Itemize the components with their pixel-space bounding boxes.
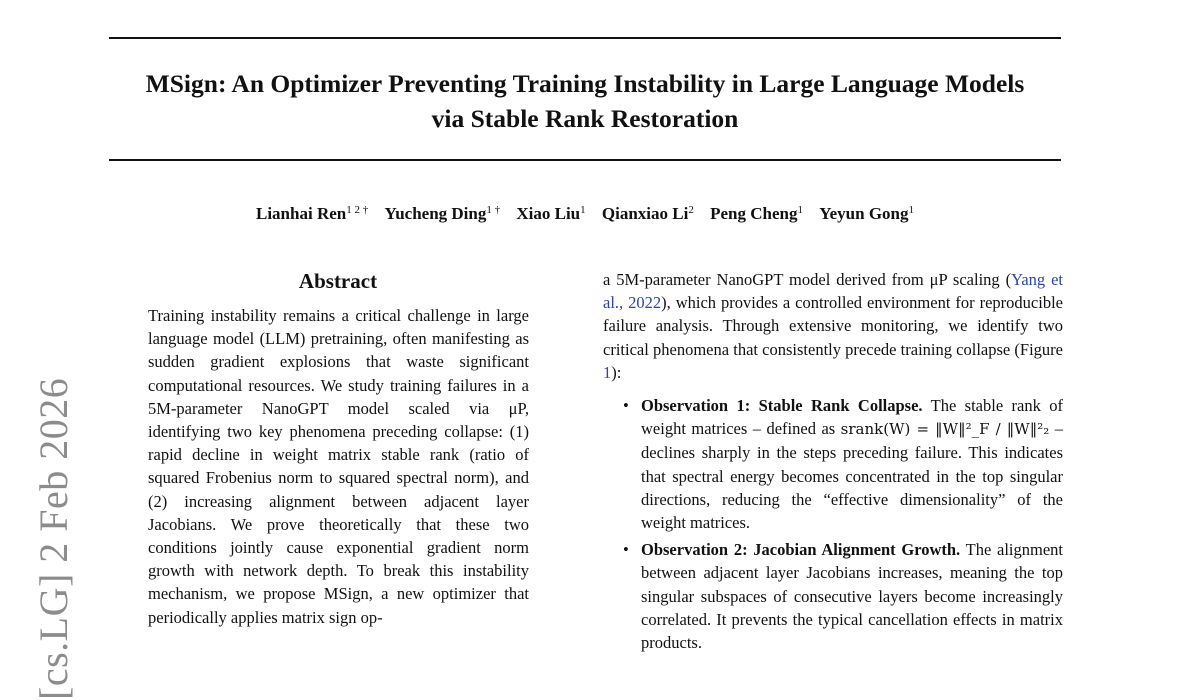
title-top-rule bbox=[109, 37, 1061, 39]
title-bottom-rule bbox=[109, 159, 1061, 161]
observation-text: – declines sharply in the steps preceding failure. This indicates that spectral energy becomes concentrated in the top singular directions, reducing the “effective dimensionality” of the weight matrices. bbox=[641, 419, 1063, 533]
observation-title: Observation 2: Jacobian Alignment Growth. bbox=[641, 540, 961, 560]
bullet-icon: • bbox=[623, 396, 629, 416]
right-column bbox=[603, 268, 1063, 658]
author: Qianxiao Li$^2$ bbox=[601, 204, 694, 223]
author-affiliation: 1 bbox=[580, 204, 586, 216]
observation-list bbox=[603, 394, 1063, 654]
intro-paragraph: a 5M-parameter NanoGPT model derived from μP scaling (Yang et al., 2022), which provides a controlled environment for reproducible failure analysis. Through extensive monitoring, we identify two critical phenomena that consistently precede training collapse (Figure 1): bbox=[603, 270, 1063, 382]
paper-title bbox=[100, 66, 1070, 136]
author-affiliation: 2 bbox=[688, 204, 694, 216]
figure-link[interactable]: 1 bbox=[603, 362, 612, 382]
author-affiliation: 1 † bbox=[486, 204, 501, 216]
author: Yeyun Gong$^1$ bbox=[819, 204, 914, 223]
list-item bbox=[603, 538, 1063, 654]
author: Lianhai Ren$^{1 2 \dagger}$ bbox=[256, 204, 369, 223]
paper-title-line-2: via Stable Rank Restoration bbox=[431, 104, 739, 133]
author-affiliation: 1 bbox=[797, 204, 803, 216]
observation-text: The alignment between adjacent layer Jacobians increases, meaning the top singular subspaces of consecutive layers become increasingly correlated. It prevents the typical cancellation effects in matrix products. bbox=[641, 540, 1063, 653]
author-affiliation: 1 bbox=[908, 204, 914, 216]
abstract-body: Training instability remains a critical challenge in large language model (LLM) pretraining, often manifesting as sudden gradient explosions that waste significant computational resources. We study training failures in a 5M-parameter NanoGPT model scaled via μP, identifying two key phenomena preceding collapse: (1) rapid decline in weight matrix stable rank (ratio of squared Frobenius norm to squared spectral norm), and (2) increasing alignment between adjacent layer Jacobians. We prove theoretically that these two conditions jointly cause exponential gradient norm growth with network depth. To break this instability mechanism, we propose MSign, a new optimizer that periodically applies matrix sign op- bbox=[148, 306, 529, 627]
observation-text: The stable rank of weight matrices – defined as bbox=[641, 396, 1064, 439]
author: Peng Cheng$^1$ bbox=[710, 204, 803, 223]
abstract-heading: Abstract bbox=[298, 269, 378, 293]
paper-title-line-1: MSign: An Optimizer Preventing Training Instability in Large Language Models bbox=[145, 69, 1025, 98]
stable-rank-formula: srank(W) = ‖W‖²_F / ‖W‖²₂ bbox=[840, 420, 1050, 439]
bullet-icon: • bbox=[623, 540, 629, 560]
citation-link[interactable]: Yang et al., 2022 bbox=[603, 270, 1063, 313]
observation-title: Observation 1: Stable Rank Collapse. bbox=[641, 396, 923, 416]
author-affiliation: 1 2 † bbox=[346, 204, 369, 216]
author: Yucheng Ding$^{1 \dagger}$ bbox=[384, 204, 501, 223]
author-list bbox=[0, 202, 1170, 226]
list-item bbox=[603, 394, 1063, 534]
author: Xiao Liu$^1$ bbox=[516, 204, 586, 223]
arxiv-sidebar-stamp: [cs.LG] 2 Feb 2026 bbox=[31, 377, 76, 700]
